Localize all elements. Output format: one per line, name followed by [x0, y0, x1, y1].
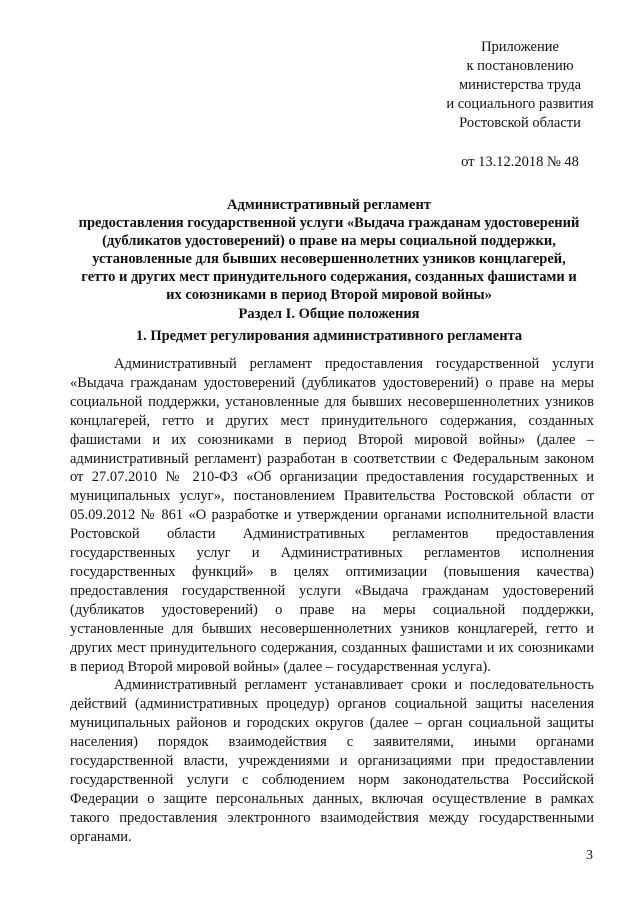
- title-line: установленные для бывших несовершеннолетних узников концлагерей,: [92, 251, 566, 267]
- paragraph: Административный регламент устанавливает сроки и последовательность действий (административных процедур) органов социальной защиты населения муниципальных районов и городских округов (далее – орган социальной защиты населения) порядок взаимодействия с заявителями, иными органами государственной власти, учреждениями и организациями при предоставлении государственной услуги с соблюдением норм законодательства Российской Федерации о защите персональных данных, включая осуществление в рамках такого предоставления электронного взаимодействия между государственными органами.: [70, 677, 594, 845]
- title-line: Административный регламент: [227, 197, 431, 213]
- approval-line: к постановлению: [466, 58, 574, 74]
- document-title: [64, 196, 594, 304]
- approval-line: министерства труда: [458, 77, 582, 93]
- title-line: предоставления государственной услуги «Выдача гражданам удостоверений: [78, 215, 580, 231]
- title-line: их союзниками в период Второй мировой войны»: [166, 287, 492, 303]
- approval-block: [400, 38, 640, 172]
- section-heading: Раздел I. Общие положения: [238, 306, 420, 322]
- paragraph: Административный регламент предоставления государственной услуги «Выдача гражданам удостоверений (дубликатов удостоверений) о праве на меры социальной поддержки, установленные для бывших несовершеннолетних узников концлагерей, гетто и других мест принудительного содержания, созданных фашистами и их союзниками в период Второй мировой войны» (далее – административный регламент) разработан в соответствии с Федеральным законом от 27.07.2010 № 210-ФЗ «Об организации предоставления государственных и муниципальных услуг», постановлением Правительства Ростовской области от 05.09.2012 № 861 «О разработке и утверждении органами исполнительной власти Ростовской области Административных регламентов предоставления государственных услуг и Административных регламентов исполнения государственных функций» в целях оптимизации (повышения качества) предоставления государственной услуги «Выдача гражданам удостоверений (дубликатов удостоверений) о праве на меры социальной поддержки, установленные для бывших несовершеннолетних узников концлагерей, гетто и других мест принудительного содержания, созданных фашистами и их союзниками в период Второй мировой войны» (далее – государственная услуга).: [70, 356, 594, 675]
- approval-line: Ростовской области: [459, 115, 581, 131]
- approval-line: Приложение: [481, 39, 559, 55]
- title-line: гетто и других мест принудительного содержания, созданных фашистами и: [81, 269, 577, 285]
- approval-line: и социального развития: [446, 96, 594, 112]
- body-text: [70, 355, 594, 847]
- page-number: 3: [586, 848, 593, 863]
- subsection-heading: 1. Предмет регулирования административного регламента: [135, 328, 523, 344]
- approval-date: от 13.12.2018 № 48: [461, 154, 579, 170]
- title-line: (дубликатов удостоверений) о праве на меры социальной поддержки,: [102, 233, 556, 249]
